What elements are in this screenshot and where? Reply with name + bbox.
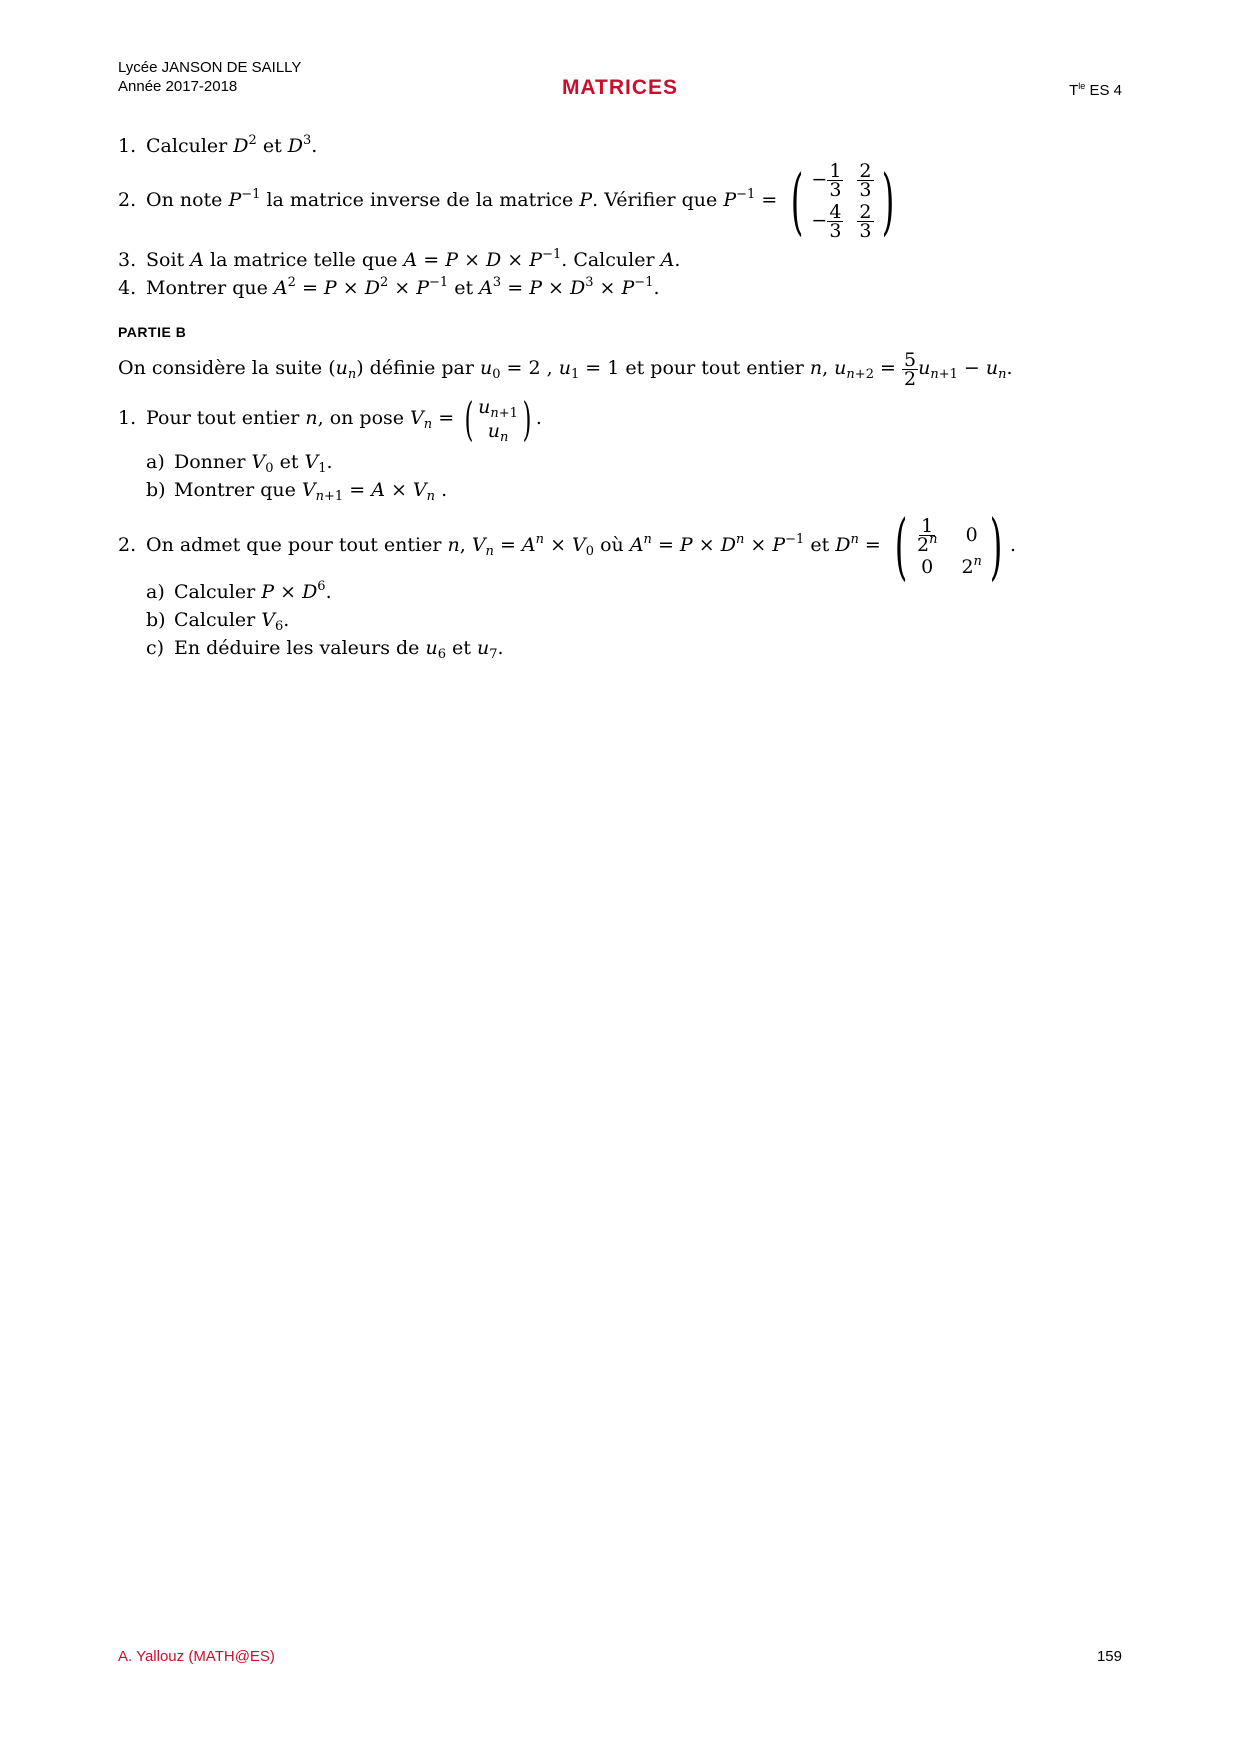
page-number: 159 — [1096, 1648, 1122, 1665]
question-b2b: b) Calculer $V_6$. — [146, 609, 290, 634]
question-b2a: a) Calculer $P \times D^6$. — [146, 579, 332, 603]
inverse-matrix: ( − $\frac{1}{3}$ $\frac{2}{3}$ − $\frac{4}{3}$ $\frac{2}{3}$ ) — [791, 159, 894, 243]
question-b1: 1. Pour tout entier n, on pose $V_n$ = ( $u_{n+1}$ $u_n$ ) . — [118, 392, 542, 446]
question-b1b: b) Montrer que $V_{n+1} = A \times V_n$ . — [146, 479, 448, 504]
question-a1: 1. Calculer $D^2$ et $D^3$. — [118, 133, 318, 157]
class-label: $T^{le}$ ES 4 — [1069, 81, 1122, 99]
question-a3: 3. Soit A la matrice telle que $A = P \times D \times P^{-1}$. Calculer A. — [118, 247, 681, 271]
sequence-definition: On considère la suite $(u_n)$ définie par $u_0 = 2$ , $u_1 = 1$ et pour tout entier n, $u_{n+2}$ = $\frac{5}{2}$ $u_{n+1} - u_n$. — [118, 348, 1013, 390]
school-year: Année 2017-2018 — [118, 78, 238, 95]
school-name: Lycée JANSON DE SAILLY — [118, 59, 302, 76]
question-a4: 4. Montrer que $A^2 = P \times D^2 \times P^{-1}$ et $A^3 = P \times D^3 \times P^{-1}$. — [118, 275, 660, 299]
question-b2c: c) En déduire les valeurs de $u_6$ et $u_7$. — [146, 637, 504, 662]
matrix-dn: ( $\frac{1}{2^n}$ 0 0 2$^n$ ) — [894, 504, 1003, 588]
author-credit: A. Yallouz (MATH@ES) — [118, 1648, 275, 1665]
question-b1a: a) Donner $V_0$ et $V_1$. — [146, 451, 333, 476]
vector-vn: ( $u_{n+1}$ $u_n$ ) — [464, 392, 532, 446]
question-a2: 2. On note $P^{-1}$ la matrice inverse de la matrice P. Vérifier que $P^{-1}$ = ( − $\frac{1}{3}$ $\frac{2}{3}$ − $\frac{4}{3}$ $\frac{2}{3}$ ) — [118, 158, 902, 242]
question-b2: 2. On admet que pour tout entier n, $V_n = A^n \times V_0$ où $A^n = P \times D^n \times P^{-1}$ et $D^n$ = ( $\frac{1}{2^n}$ 0 0 2$^n$ ) . — [118, 504, 1017, 588]
page-title: MATRICES — [561, 76, 679, 99]
page-header — [118, 58, 1122, 108]
part-b-title: PARTIE B — [118, 324, 187, 340]
